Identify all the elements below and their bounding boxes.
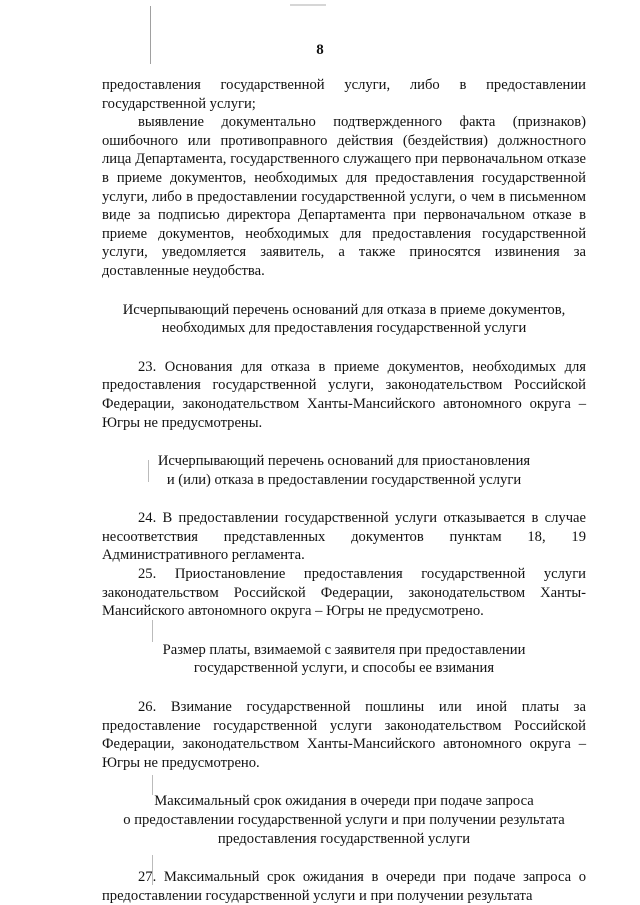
- heading-line: Размер платы, взимаемой с заявителя при предоставлении: [162, 641, 526, 658]
- heading-line: о предоставлении государственной услуги и при получении результата: [123, 812, 565, 828]
- paragraph: предоставления государственной услуги, либо в предоставлении государственной услуги;: [102, 77, 586, 112]
- paragraph: 23. Основания для отказа в приеме документов, необходимых для предоставления государственной услуги, законодательством Российской Федерации, законодательством Ханты-Мансийского автономного округа – Югры не предусмотрены.: [102, 358, 586, 431]
- page-number: 8: [316, 42, 324, 58]
- paragraph: 24. В предоставлении государственной услуги отказывается в случае несоответствия представленных документов пунктам 18, 19 Административного регламента.: [102, 510, 586, 564]
- paragraph: 27. Максимальный срок ожидания в очереди при подаче запроса о предоставлении государственной услуги и при получении результата: [102, 869, 586, 904]
- paragraph: 25. Приостановление предоставления государственной услуги законодательством Российской Федерации, законодательством Ханты-Мансийского автономного округа – Югры не предусмотрено.: [102, 566, 586, 620]
- heading-line: предоставления государственной услуги: [217, 830, 471, 847]
- section-heading: [102, 641, 586, 678]
- heading-line: Исчерпывающий перечень оснований для приостановления: [157, 453, 531, 470]
- document-body: [102, 76, 586, 905]
- heading-line: и (или) отказа в предоставлении государственной услуги: [166, 471, 522, 488]
- heading-line: государственной услуги, и способы ее взимания: [193, 660, 495, 677]
- section-heading: [102, 301, 586, 338]
- heading-line: Исчерпывающий перечень оснований для отказа в приеме документов,: [122, 301, 566, 318]
- section-heading: [102, 452, 586, 489]
- scan-top-speck: [290, 4, 326, 6]
- section-heading: [102, 792, 586, 848]
- paragraph: 26. Взимание государственной пошлины или иной платы за предоставление государственной услуги законодательством Российской Федерации, законодательством Ханты-Мансийского автономного округа – Югры не предусмотрено.: [102, 699, 586, 771]
- heading-line: Максимальный срок ожидания в очереди при подаче запроса: [154, 793, 534, 810]
- heading-line: необходимых для предоставления государственной услуги: [161, 320, 527, 337]
- paragraph: выявление документально подтвержденного факта (признаков) ошибочного или противоправного действия (бездействия) должностного лица Департамента, государственного служащего при первоначальном отказе в приеме документов, необходимых для предоставления государственной услуги, либо в предоставлении государственной услуги, о чем в письменном виде за подписью директора Департамента при первоначальном отказе в приеме документов, необходимых для предоставления государственной услуги, уведомляется заявитель, а также приносятся извинения за доставленные неудобства.: [102, 114, 586, 279]
